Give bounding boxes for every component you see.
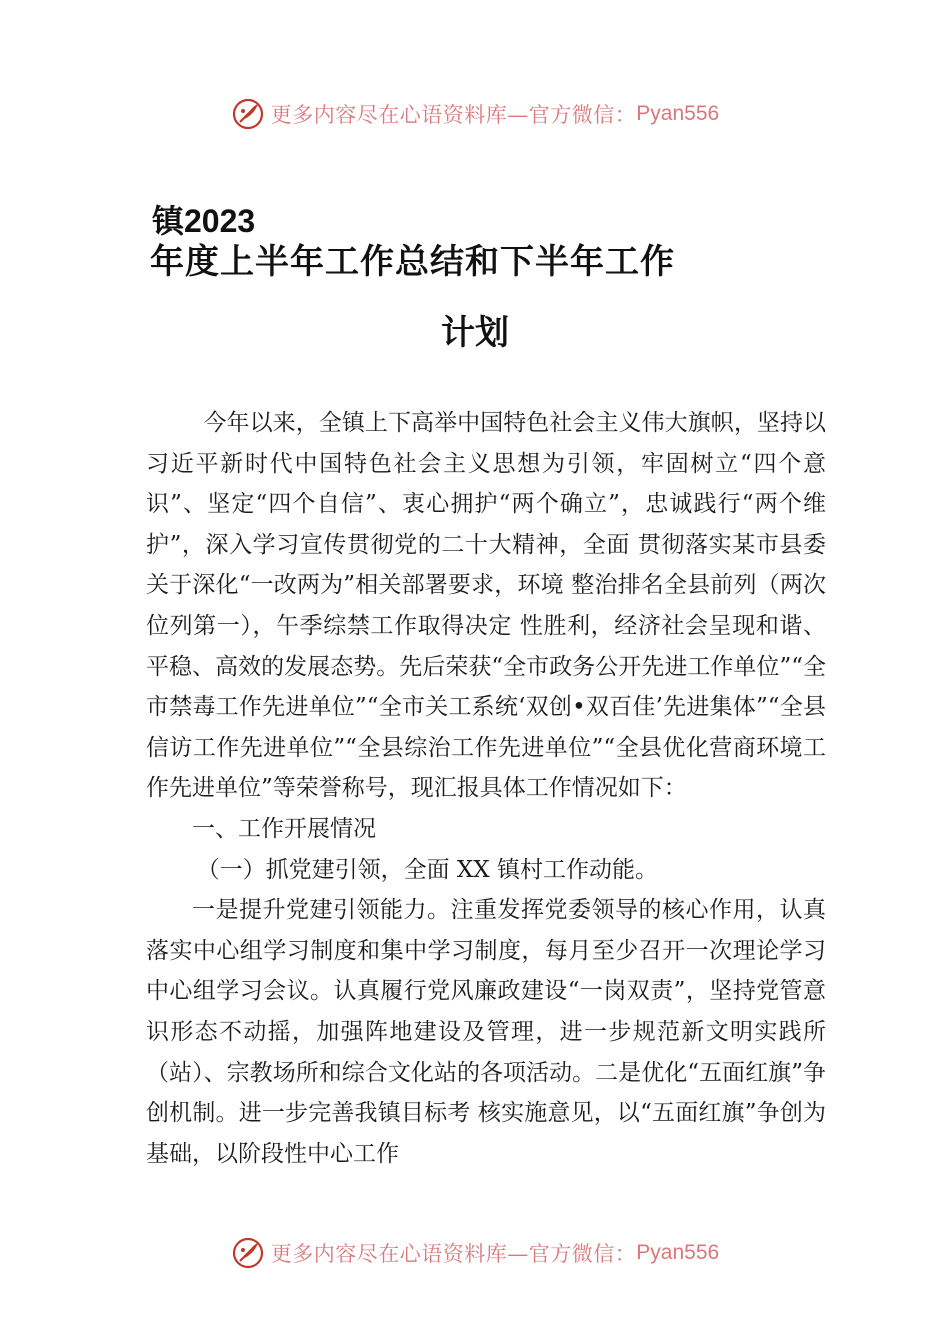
title-line-1: 年度上半年工作总结和下半年工作 bbox=[150, 242, 675, 282]
watermark-text: 更多内容尽在心语资料库—官方微信： bbox=[270, 103, 637, 127]
watermark-footer bbox=[0, 1233, 950, 1273]
watermark-wechat-id: Pyan556 bbox=[636, 1241, 720, 1264]
quill-logo-icon bbox=[231, 1236, 265, 1270]
body-paragraph-2: 一是提升党建引领能力。注重发挥党委领导的核心作用，认真落实中心组学习制度和集中学习制度，每月至少召开一次理论学习中心组学习会议。认真履行党风廉政建设“一岗双责”，坚持党管意识形态不动摇，加强阵地建设及管理，进一步规范新文明实践所（站）、宗教场所和综合文化站的各项活动。二是优化“五面红旗”争创机制。进一步完善我镇目标考 核实施意见，以“五面红旗”争创为基础，以阶段性中心工作 bbox=[146, 897, 826, 1167]
title-line-2: 计划 bbox=[441, 313, 509, 353]
subsection-heading-1: （一）抓党建引领，全面 XX 镇村工作动能。 bbox=[196, 856, 658, 883]
document-body bbox=[146, 403, 826, 1174]
watermark-header bbox=[0, 94, 950, 134]
watermark-text: 更多内容尽在心语资料库—官方微信： bbox=[270, 1242, 637, 1266]
section-heading-1: 一、工作开展情况 bbox=[192, 815, 376, 842]
title-year-prefix: 镇2023 bbox=[152, 203, 256, 239]
intro-paragraph: 今年以来，全镇上下高举中国特色社会主义伟大旗帜，坚持以习近平新时代中国特色社会主义思想为引领，牢固树立“四个意识”、坚定“四个自信”、衷心拥护“两个确立”，忠诚践行“两个维护”，深入学习宣传贯彻党的二十大精神，全面 贯彻落实某市县委关于深化“一改两为”相关部署要求，环境 整治排名全县前列（两次位列第一），午季综禁工作取得决定 性胜利，经济社会呈现和谐、平稳、高效的发展态势。先后荣获“全市政务公开先进工作单位”“全市禁毒工作先进单位”“全市关工系统‘双创•双百佳’先进集体”“全县信访工作先进单位”“全县综治工作先进单位”“全县优化营商环境工 作先进单位”等荣誉称号，现汇报具体工作情况如下： bbox=[146, 410, 826, 802]
watermark-wechat-id: Pyan556 bbox=[636, 102, 720, 125]
quill-logo-icon bbox=[231, 97, 265, 131]
